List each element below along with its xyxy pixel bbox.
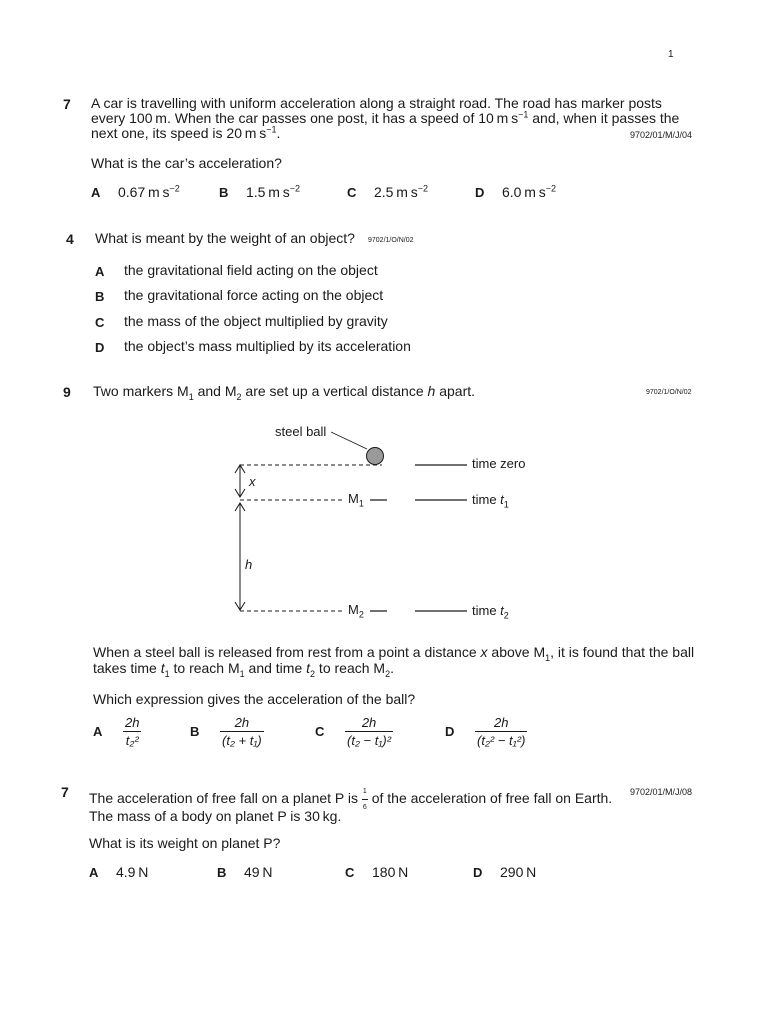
time-t2-label: time $t_2$: [472, 603, 509, 621]
source-reference: 9702/01/M/J/04: [630, 130, 693, 140]
x-label: x: [249, 474, 256, 489]
question-stem-line: takes time $t_1$ to reach $M_1$ and time $t_2$ to reach $M_2$.: [93, 660, 394, 679]
question-stem-line: Two markers $M_1$ and $M_2$ are set up a vertical distance h apart.: [93, 383, 476, 402]
source-reference: 9702/01/M/J/08: [630, 787, 693, 797]
option-letter: B: [190, 724, 200, 739]
option-letter: B: [217, 865, 227, 880]
option-letter: C: [347, 185, 357, 200]
question-stem-line: When a steel ball is released from rest from a point a distance x above $M_1$, it is found that the ball: [93, 644, 695, 663]
option-value: 6.0 m $s^{-2}$: [502, 183, 556, 200]
option-letter: C: [315, 724, 325, 739]
answer-option: [217, 864, 273, 880]
option-letter: D: [473, 865, 483, 880]
option-value: 49 N: [244, 864, 273, 880]
option-fraction: $\frac{2h}{\text{(t₂ − t₁)²}}$: [347, 715, 392, 748]
source-reference: 9702/1/O/N/02: [646, 389, 692, 396]
answer-option: [89, 864, 149, 880]
option-text: the gravitational force acting on the object: [124, 287, 384, 303]
option-letter: D: [475, 185, 485, 200]
option-text: the gravitational field acting on the object: [124, 262, 378, 278]
label-leader-line: [331, 432, 367, 449]
option-letter: D: [445, 724, 455, 739]
steel-ball-icon: [367, 448, 384, 465]
question-number: 7: [61, 784, 69, 800]
question-stem-line: A car is travelling with uniform acceleration along a straight road. The road has marker posts: [91, 95, 662, 111]
option-letter: A: [93, 724, 103, 739]
question-prompt: Which expression gives the acceleration of the ball?: [93, 691, 416, 707]
option-value: 2.5 m $s^{-2}$: [374, 183, 428, 200]
question-stem-line: every 100 m. When the car passes one post, it has a speed of 10 m $s^{-1}$ and, when it passes the: [91, 109, 680, 126]
question-prompt: What is its weight on planet P?: [89, 835, 281, 851]
option-letter: A: [95, 264, 105, 279]
steel-ball-label: steel ball: [275, 424, 327, 439]
question-prompt: What is the car’s acceleration?: [91, 155, 282, 171]
question-stem-line: The acceleration of free fall on a planet P is $\frac{1}{6}$ of the acceleration of free fall on Earth.: [89, 784, 612, 815]
marker-m2-label: $M_2$: [348, 602, 364, 620]
option-value: 180 N: [372, 864, 409, 880]
option-letter: B: [219, 185, 229, 200]
question-stem-line: next one, its speed is 20 m $s^{-1}$.: [91, 124, 281, 141]
option-letter: B: [95, 289, 105, 304]
h-label: h: [245, 557, 253, 572]
option-value: 4.9 N: [116, 864, 149, 880]
option-fraction: $\frac{2h}{\text{(t₂² − t₁²)}}$: [477, 715, 526, 748]
option-value: 0.67 m $s^{-2}$: [118, 183, 180, 200]
option-letter: A: [89, 865, 99, 880]
option-letter: D: [95, 340, 105, 355]
time-zero-label: time zero: [472, 456, 526, 471]
question-number: 4: [66, 231, 74, 247]
option-fraction: $\frac{2h}{\text{t₂²}}$: [125, 715, 140, 748]
option-fraction: $\frac{2h}{\text{(t₂ + t₁)}}$: [222, 715, 262, 748]
option-letter: A: [91, 185, 101, 200]
answer-option: [473, 864, 537, 880]
marker-m1-label: $M_1$: [348, 491, 364, 509]
question-number: 9: [63, 384, 71, 400]
option-value: 1.5 m $s^{-2}$: [246, 183, 300, 200]
time-t1-label: time $t_1$: [472, 492, 509, 510]
answer-option: [345, 864, 409, 880]
page-number: 1: [668, 49, 674, 60]
option-text: the object’s mass multiplied by its acceleration: [124, 338, 411, 354]
question-stem-line: The mass of a body on planet P is 30 kg.: [89, 808, 342, 824]
option-letter: C: [95, 315, 105, 330]
option-text: the mass of the object multiplied by gravity: [124, 313, 388, 329]
option-letter: C: [345, 865, 355, 880]
source-reference: 9702/1/O/N/02: [368, 237, 414, 244]
question-number: 7: [63, 96, 71, 112]
option-value: 290 N: [500, 864, 537, 880]
question-prompt: What is meant by the weight of an object?: [95, 230, 355, 246]
